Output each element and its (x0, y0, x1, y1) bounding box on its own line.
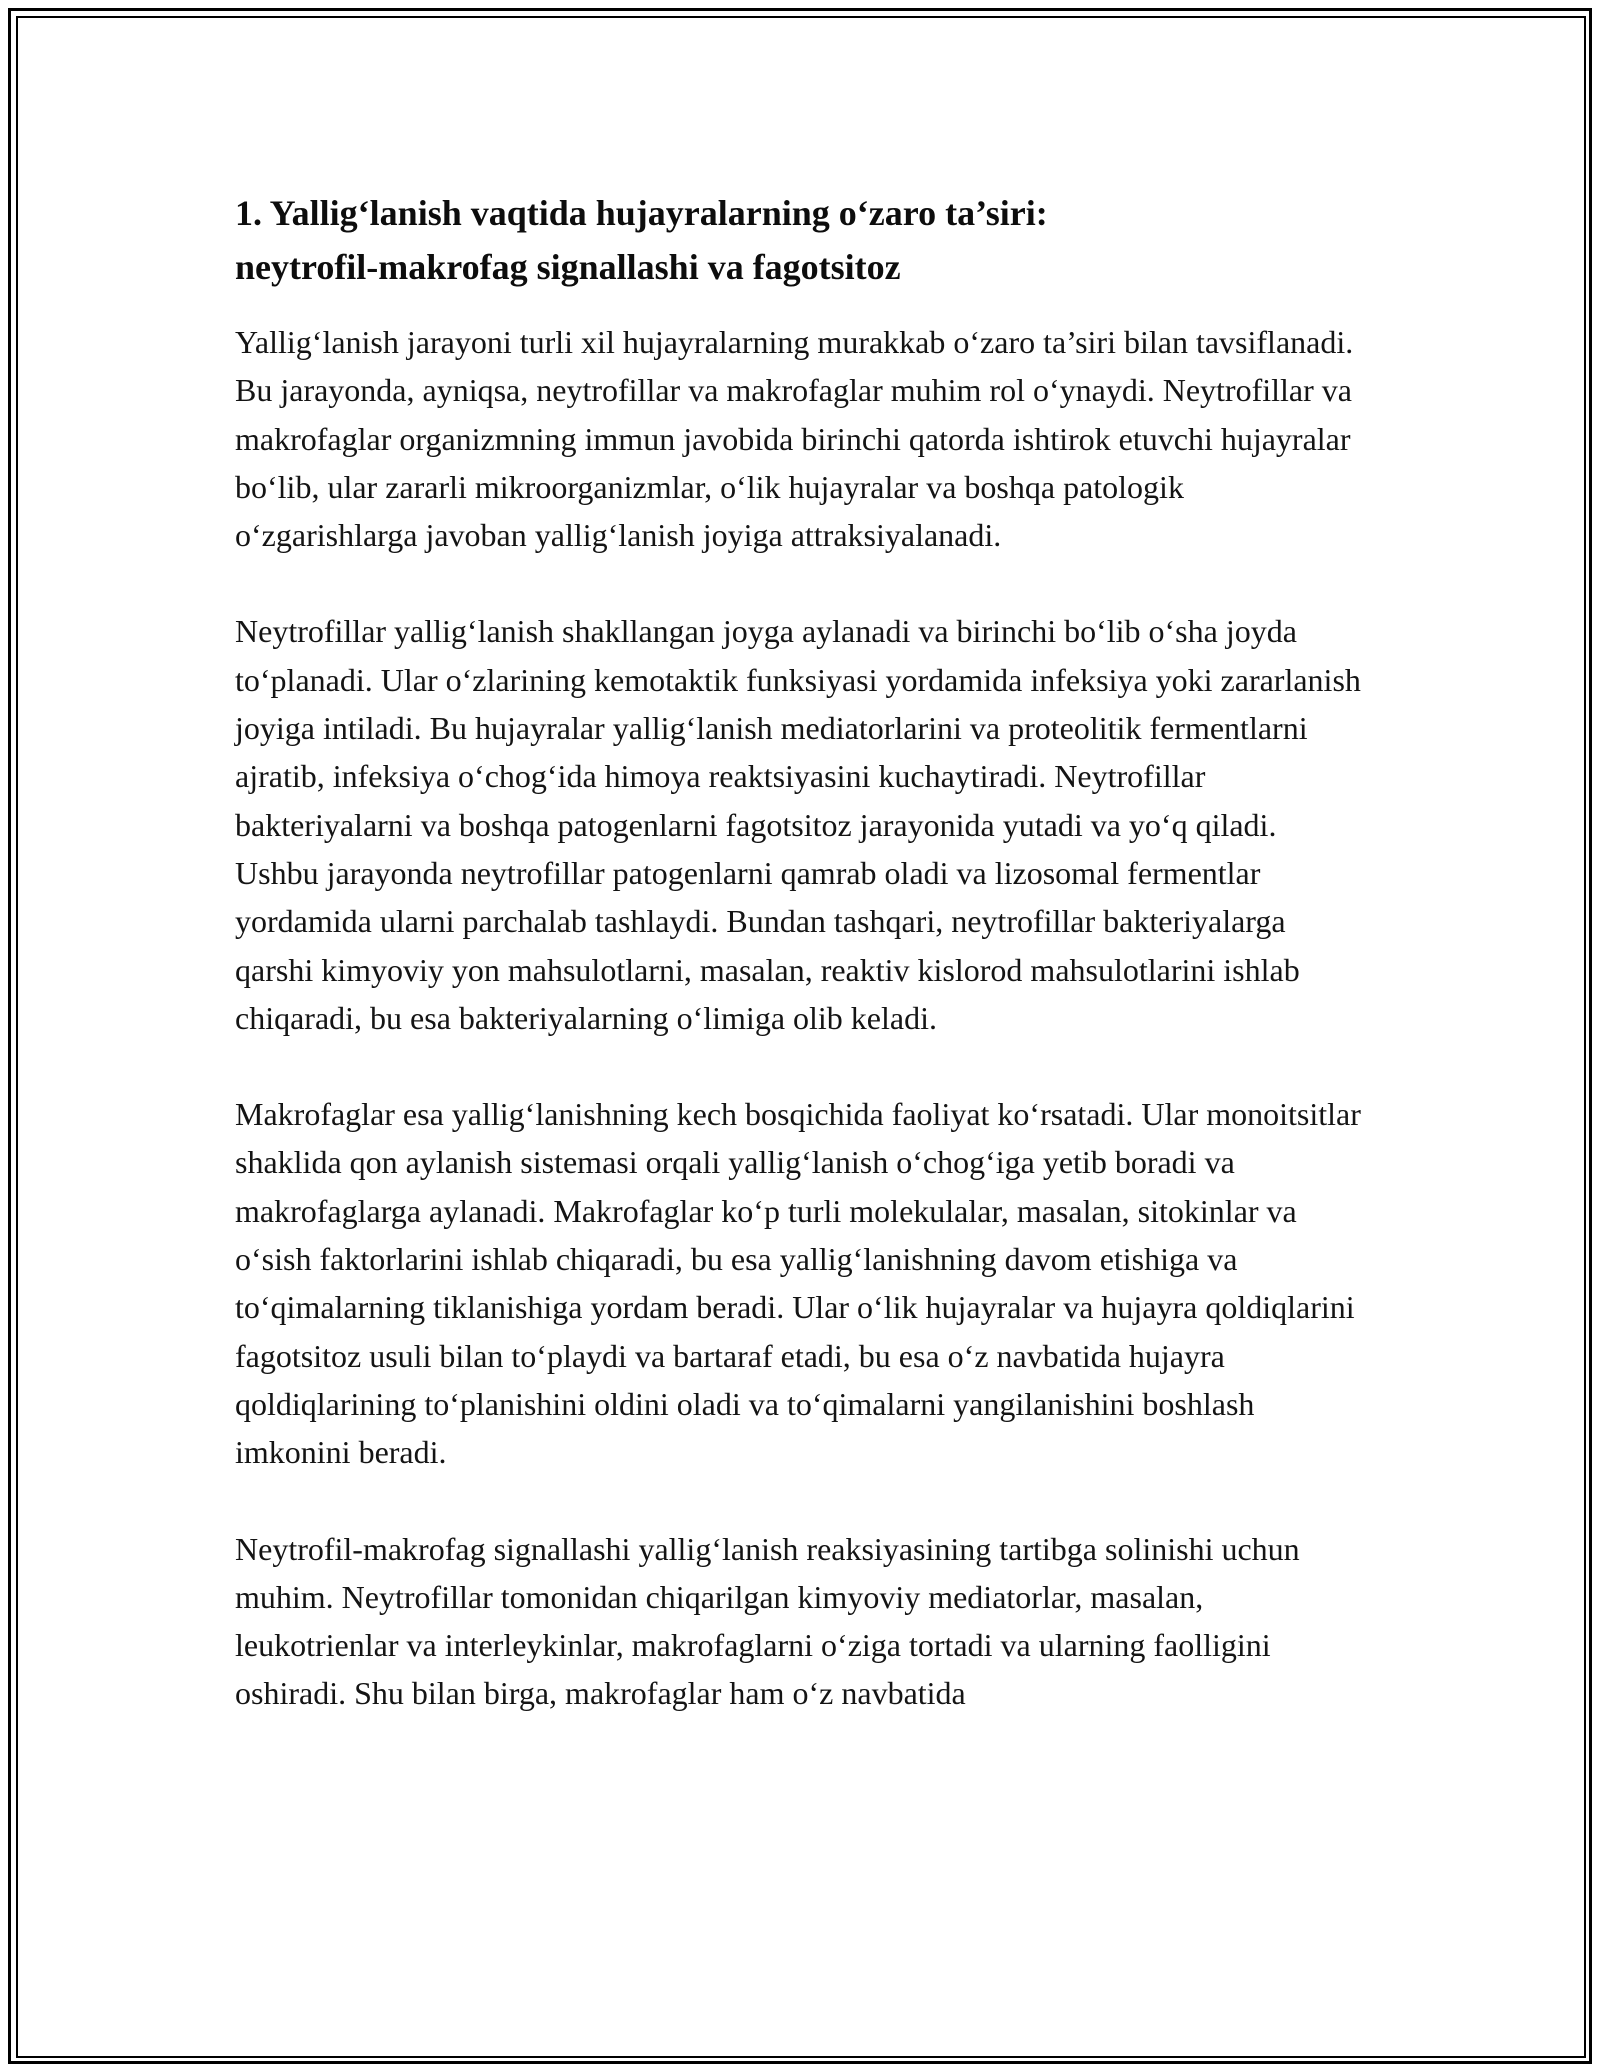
paragraph-4: Neytrofil-makrofag signallashi yallig‘lanish reaksiyasining tartibga solinishi uchun muhim. Neytrofillar tomonidan chiqarilgan kimyoviy mediatorlar, masalan, leukotrienlar va interleykinlar, makrofaglarni o‘ziga tortadi va ularning faolligini oshiradi. Shu bilan birga, makrofaglar ham o‘z navbatida (235, 1530, 1300, 1712)
section-heading-line-1: 1. Yallig‘lanish vaqtida hujayralarning o‘zaro ta’siri: (235, 193, 1048, 233)
document-body (235, 186, 1365, 1718)
section-heading-line-2: neytrofil-makrofag signallashi va fagotsitoz (235, 247, 901, 287)
paragraph-3: Makrofaglar esa yallig‘lanishning kech bosqichida faoliyat ko‘rsatadi. Ular monoitsitlar shaklida qon aylanish sistemasi orqali yallig‘lanish o‘chog‘iga yetib boradi va makrofaglarga aylanadi. Makrofaglar ko‘p turli molekulalar, masalan, sitokinlar va o‘sish faktorlarini ishlab chiqaradi, bu esa yallig‘lanishning davom etishiga va to‘qimalarning tiklanishiga yordam beradi. Ular o‘lik hujayralar va hujayra qoldiqlarini fagotsitoz usuli bilan to‘playdi va bartaraf etadi, bu esa o‘z navbatida hujayra qoldiqlarining to‘planishini oldini oladi va to‘qimalarni yangilanishini boshlash imkonini beradi. (235, 1096, 1361, 1471)
paragraph-2: Neytrofillar yallig‘lanish shakllangan joyga aylanadi va birinchi bo‘lib o‘sha joyda to‘planadi. Ular o‘zlarining kemotaktik funksiyasi yordamida infeksiya yoki zararlanish joyiga intiladi. Bu hujayralar yallig‘lanish mediatorlarini va proteolitik fermentlarni ajratib, infeksiya o‘chog‘ida himoya reaktsiyasini kuchaytiradi. Neytrofillar bakteriyalarni va boshqa patogenlarni fagotsitoz jarayonida yutadi va yo‘q qiladi. Ushbu jarayonda neytrofillar patogenlarni qamrab oladi va lizosomal fermentlar yordamida ularni parchalab tashlaydi. Bundan tashqari, neytrofillar bakteriyalarga qarshi kimyoviy yon mahsulotlarni, masalan, reaktiv kislorod mahsulotlarini ishlab chiqaradi, bu esa bakteriyalarning o‘limiga olib keladi. (235, 613, 1361, 1036)
section-heading (235, 186, 1365, 294)
paragraph-1: Yallig‘lanish jarayoni turli xil hujayralarning murakkab o‘zaro ta’siri bilan tavsiflanadi. Bu jarayonda, ayniqsa, neytrofillar va makrofaglar muhim rol o‘ynaydi. Neytrofillar va makrofaglar organizmning immun javobida birinchi qatorda ishtirok etuvchi hujayralar bo‘lib, ular zararli mikroorganizmlar, o‘lik hujayralar va boshqa patologik o‘zgarishlarga javoban yallig‘lanish joyiga attraksiyalanadi. (235, 324, 1354, 554)
